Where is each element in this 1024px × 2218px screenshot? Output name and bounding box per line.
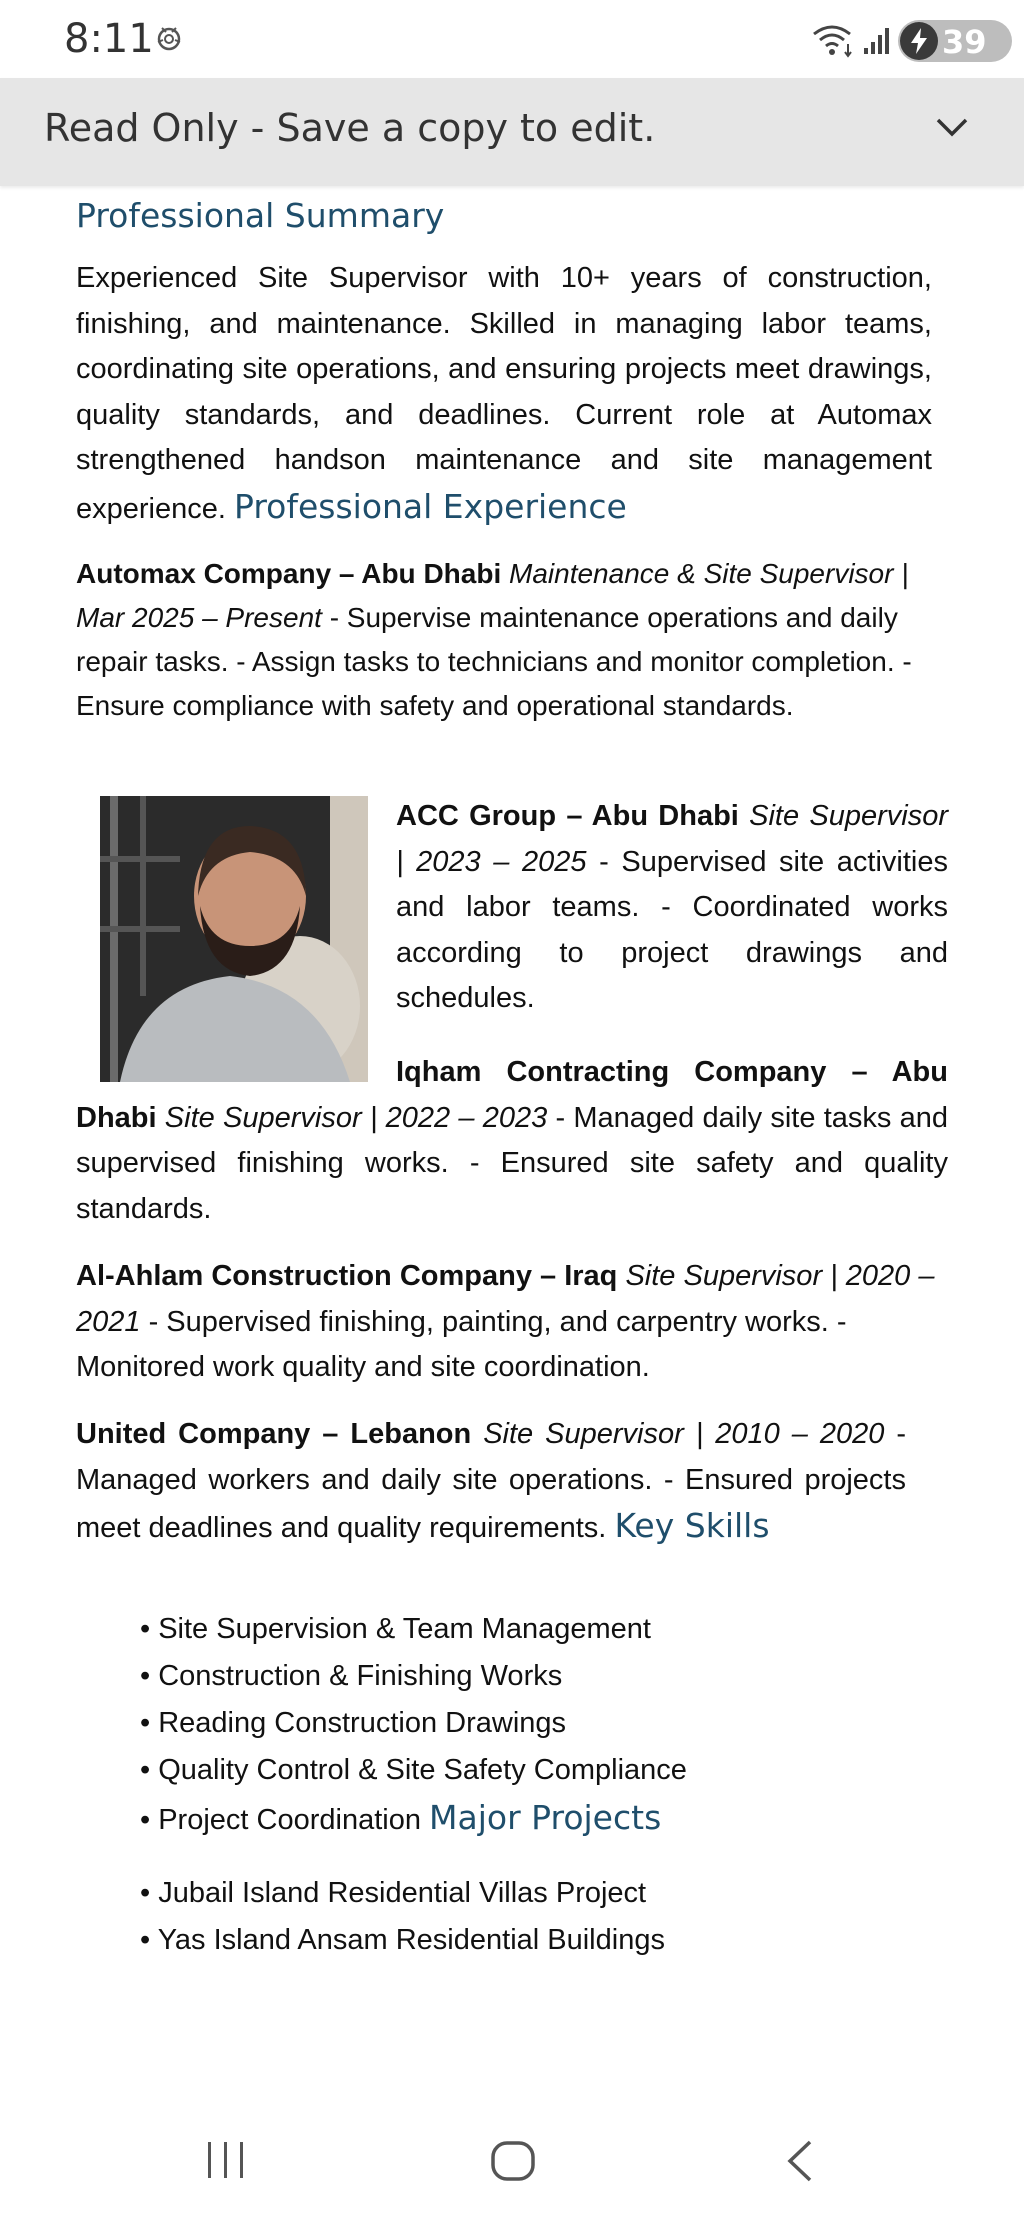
role-dates: Site Supervisor | 2022 – 2023 [164, 1101, 548, 1134]
list-item [140, 1870, 900, 1917]
list-item [140, 1917, 900, 1964]
chevron-down-icon[interactable] [932, 112, 972, 142]
bullet: • [140, 1924, 151, 1956]
read-only-banner[interactable] [0, 78, 1024, 186]
status-time: 8:11 [64, 16, 154, 62]
skill-text: Site Supervision & Team Management [158, 1613, 651, 1645]
experience-entry-acc [396, 794, 948, 1022]
projects-list [140, 1870, 900, 1964]
duties: - Supervise maintenance operations and daily repair tasks. - Assign tasks to technicians and monitor completion. - Ensure compliance with safety and operational standards. [76, 602, 912, 721]
charging-bolt-icon [900, 22, 938, 60]
project-text: Jubail Island Residential Villas Project [158, 1877, 647, 1909]
read-only-message: Read Only - Save a copy to edit. [44, 106, 656, 150]
bullet: • [140, 1613, 151, 1645]
company-name: Iqham Contracting Company – Abu Dhabi [76, 1056, 948, 1134]
bullet: • [140, 1707, 151, 1739]
company-name: Automax Company – Abu Dhabi [76, 558, 502, 589]
bullet: • [140, 1804, 151, 1836]
experience-heading: Professional Experience [234, 486, 627, 526]
skills-heading: Key Skills [614, 1506, 770, 1545]
duties: - Managed daily site tasks and supervised finishing works. - Ensured site safety and quality standards. [76, 1101, 948, 1225]
status-bar [0, 0, 1024, 78]
summary-paragraph [76, 256, 932, 532]
battery-icon [898, 20, 1012, 62]
company-name: Al-Ahlam Construction Company – Iraq [76, 1260, 618, 1292]
list-item [140, 1700, 900, 1747]
experience-entry-iqham [76, 1050, 948, 1232]
skill-text: Construction & Finishing Works [158, 1660, 563, 1692]
role-dates: Site Supervisor | 2010 – 2020 [483, 1418, 885, 1450]
summary-text: Experienced Site Supervisor with 10+ years of construction, finishing, and maintenance. Skilled in managing labor teams, coordinating site operations, and ensuring projects meet drawings, quality standards, and deadlines. Current role at Automax strengthened handson maintenance and site management experience. [76, 262, 932, 525]
profile-photo [100, 796, 368, 1082]
bullet: • [140, 1660, 151, 1692]
battery-level: 39 [942, 23, 987, 61]
skill-text: Quality Control & Site Safety Compliance [158, 1754, 687, 1786]
summary-heading: Professional Summary [76, 196, 445, 235]
skills-list [140, 1606, 900, 1844]
home-icon[interactable] [490, 2140, 536, 2182]
company-name: United Company – Lebanon [76, 1418, 472, 1450]
signal-icon [862, 26, 892, 56]
wifi-icon [812, 22, 856, 58]
navigation-bar [0, 2100, 1024, 2218]
duties: - Managed workers and daily site operations. - Ensured projects meet deadlines and quality requirements. [76, 1418, 906, 1544]
app-notification-icon [152, 22, 186, 56]
back-icon[interactable] [784, 2138, 816, 2184]
duties: - Supervised site activities and labor teams. - Coordinated works according to project drawings and schedules. [396, 845, 948, 1014]
project-text: Yas Island Ansam Residential Buildings [157, 1924, 665, 1956]
recents-icon[interactable] [204, 2140, 248, 2180]
projects-heading: Major Projects [429, 1798, 662, 1837]
list-item [140, 1747, 900, 1794]
experience-entry-automax [76, 552, 936, 728]
role-dates: Site Supervisor | 2023 – 2025 [396, 800, 948, 878]
company-name: ACC Group – Abu Dhabi [396, 800, 739, 832]
skill-text: Reading Construction Drawings [158, 1707, 567, 1739]
list-item [140, 1606, 900, 1653]
bullet: • [140, 1877, 151, 1909]
bullet: • [140, 1754, 151, 1786]
duties: - Supervised finishing, painting, and carpentry works. - Monitored work quality and site coordination. [76, 1305, 847, 1383]
list-item [140, 1794, 900, 1844]
experience-entry-united [76, 1412, 906, 1552]
role-dates: Maintenance & Site Supervisor | Mar 2025 – Present [76, 558, 909, 633]
list-item [140, 1653, 900, 1700]
experience-entry-alahlam [76, 1254, 948, 1391]
role-dates: Site Supervisor | 2020 – 2021 [76, 1260, 935, 1338]
skill-text: Project Coordination [158, 1804, 421, 1836]
